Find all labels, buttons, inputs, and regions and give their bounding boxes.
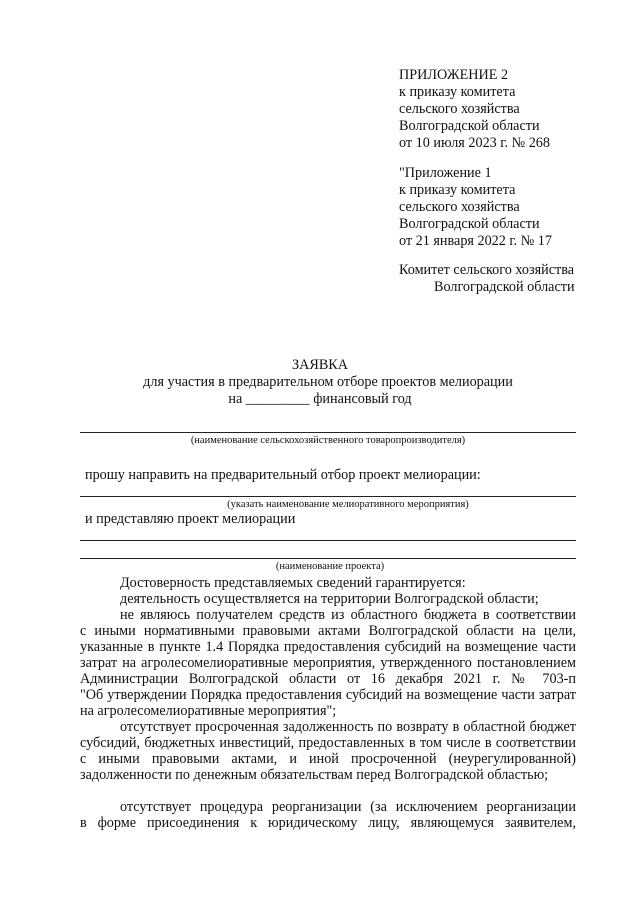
addressee-line: Комитет сельского хозяйства — [399, 262, 575, 278]
body-line: "Об утверждении Порядка предоставления субсидий на возмещение части затрат — [80, 687, 576, 703]
producer-name-line — [80, 432, 576, 433]
appendix-1-line: сельского хозяйства — [399, 199, 520, 215]
addressee-line: Волгоградской области — [434, 279, 575, 295]
project-caption: (наименование проекта) — [275, 561, 385, 572]
body-line: Администрации Волгоградской области от 16 декабря 2021 г. № 703-п — [80, 671, 576, 687]
appendix-1-line: Волгоградской области — [399, 216, 540, 232]
body-line: не являюсь получателем средств из областного бюджета в соответствии — [120, 607, 576, 623]
appendix-2-date: от 10 июля 2023 г. № 268 — [399, 135, 550, 151]
body-line: на агролесомелиоративные мероприятия"; — [80, 703, 337, 719]
appendix-2-line: сельского хозяйства — [399, 101, 520, 117]
body-line: с иными правовыми актами, и иной просроченной (неурегулированной) — [80, 751, 576, 767]
body-line: задолженности по денежным обязательствам перед Волгоградской областью; — [80, 767, 549, 783]
body-line: деятельность осуществляется на территории Волгоградской области; — [120, 591, 539, 607]
present-text: и представляю проект мелиорации — [85, 511, 296, 527]
activity-caption: (указать наименование мелиоративного мероприятия) — [227, 499, 469, 510]
appendix-1-title: "Приложение 1 — [399, 165, 492, 181]
document-subtitle: для участия в предварительном отборе проектов мелиорации — [143, 374, 513, 390]
body-line: с иными нормативными правовыми актами Волгоградской области на цели, — [80, 623, 576, 639]
appendix-2-line: к приказу комитета — [399, 84, 516, 100]
body-line: в форме присоединения к юридическому лицу, являющемуся заявителем, — [80, 815, 576, 831]
producer-caption: (наименование сельскохозяйственного товаропроизводителя) — [190, 435, 466, 446]
body-line: субсидий, бюджетных инвестиций, предоставленных в том числе в соответствии — [80, 735, 576, 751]
document-year-line: на _________ финансовый год — [228, 391, 412, 407]
appendix-1-date: от 21 января 2022 г. № 17 — [399, 233, 552, 249]
body-line: затрат на агролесомелиоративные мероприятия, утвержденного постановлением — [80, 655, 576, 671]
document-title: ЗАЯВКА — [292, 357, 348, 373]
appendix-2-line: Волгоградской области — [399, 118, 540, 134]
body-line: указанные в пункте 1.4 Порядка предоставления субсидий на возмещение части — [80, 639, 576, 655]
appendix-1-line: к приказу комитета — [399, 182, 516, 198]
project-name-line-2 — [80, 558, 576, 559]
body-line: отсутствует процедура реорганизации (за исключением реорганизации — [120, 799, 576, 815]
project-name-line-1 — [80, 540, 576, 541]
appendix-2-title: ПРИЛОЖЕНИЕ 2 — [399, 67, 509, 83]
body-line: отсутствует просроченная задолженность по возврату в областной бюджет — [120, 719, 576, 735]
activity-name-line — [80, 496, 576, 497]
request-text: прошу направить на предварительный отбор проект мелиорации: — [85, 467, 481, 483]
body-line: Достоверность представляемых сведений гарантируется: — [120, 575, 466, 591]
